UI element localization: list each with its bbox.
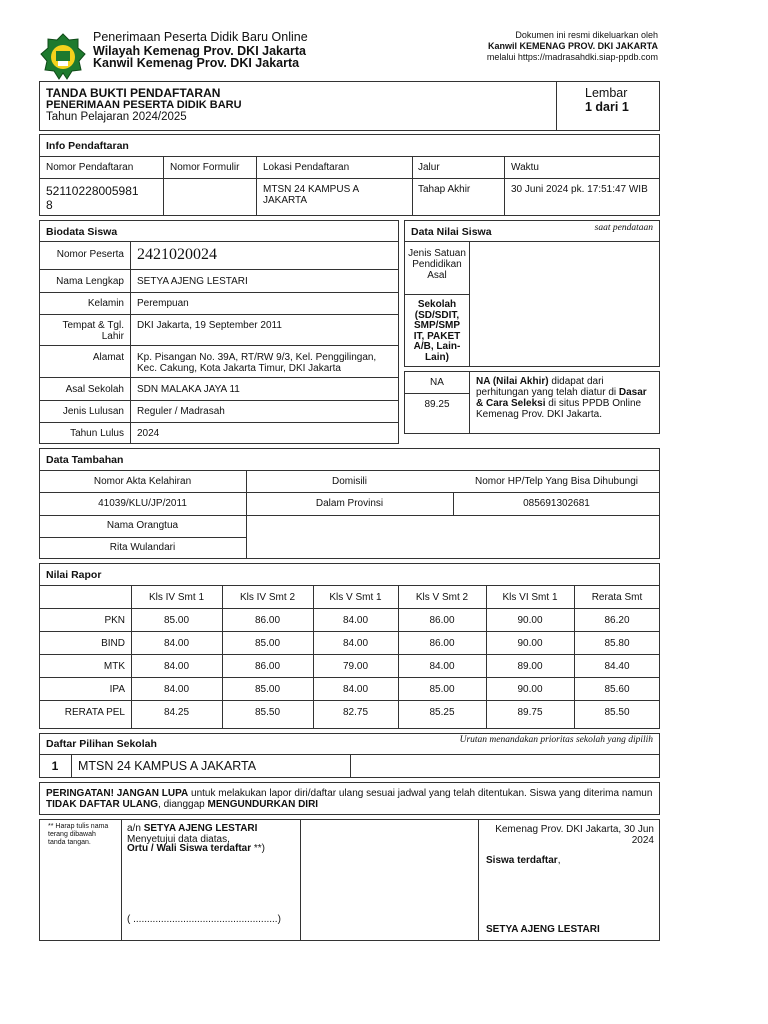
h-akta: Nomor Akta Kelahiran <box>93 476 192 487</box>
sign-an <box>127 823 257 834</box>
sign-setuju: Menyetujui data diatas, <box>127 834 230 845</box>
rapor-value: 84.00 <box>429 661 455 672</box>
lembar-value: 1 dari 1 <box>585 100 629 114</box>
rapor-value: 84.25 <box>163 707 190 718</box>
sign-note: ** Harap tulis nama terang dibawah tanda tangan. <box>48 823 109 846</box>
doc-line2: Kanwil KEMENAG PROV. DKI JAKARTA <box>487 41 658 51</box>
h-waktu: Waktu <box>511 162 539 173</box>
warning-w4: , dianggap <box>158 799 208 810</box>
h-domisili: Domisili <box>332 476 367 487</box>
sign-place-date: Kemenag Prov. DKI Jakarta, 30 Jun 2024 <box>495 824 654 846</box>
jenis-satuan: Jenis Satuan Pendidikan Asal <box>408 248 466 281</box>
rapor-header: Kls IV Smt 1 <box>148 592 204 603</box>
rapor-value: 84.00 <box>163 684 190 695</box>
warning-w2: untuk melakukan lapor diri/daftar ulang sesuai jadwal yang telah ditentukan. Siswa yang diterima namun <box>188 788 653 799</box>
grid-line <box>39 654 660 655</box>
pilihan-note: Urutan menandakan prioritas sekolah yang dipilih <box>459 735 653 745</box>
kemenag-logo <box>38 33 88 81</box>
rapor-value: 86.00 <box>429 615 455 626</box>
rapor-value: 82.75 <box>342 707 369 718</box>
siswa-name: SETYA AJENG LESTARI <box>486 924 600 935</box>
rapor-header: Kls VI Smt 1 <box>502 592 558 603</box>
rapor-subject: IPA <box>109 684 125 695</box>
ttl: DKI Jakarta, 19 September 2011 <box>137 320 282 331</box>
na-t1: NA (Nilai Akhir) <box>476 376 549 387</box>
sign-ortu-label: Ortu / Wali Siswa terdaftar <box>127 843 252 854</box>
sign-ortu <box>127 843 265 854</box>
na-t4: di situs PPDB Online Kemenag Prov. DKI Jakarta. <box>476 398 642 420</box>
rapor-value: 90.00 <box>517 638 543 649</box>
rapor-value: 84.00 <box>342 638 369 649</box>
label-nomor-peserta: Nomor Peserta <box>56 249 124 260</box>
jalur: Tahap Akhir <box>418 184 471 195</box>
h-formulir: Nomor Formulir <box>170 162 240 173</box>
grid-line <box>39 585 660 586</box>
doc-line3: melalui https://madrasahdki.siap-ppdb.com <box>486 52 658 62</box>
domisili: Dalam Provinsi <box>315 498 384 509</box>
rapor-value: 84.00 <box>342 684 369 695</box>
biodata-title: Biodata Siswa <box>46 226 118 238</box>
pilihan-no: 1 <box>51 759 59 773</box>
siswa-terdaftar <box>486 855 560 866</box>
doc-line1: Dokumen ini resmi dikeluarkan oleh <box>515 30 658 40</box>
grid-line <box>39 700 660 701</box>
label-asal: Asal Sekolah <box>65 384 124 395</box>
h-nomor: Nomor Pendaftaran <box>46 162 134 173</box>
label-nama: Nama Lengkap <box>56 276 124 287</box>
sign-an-prefix: a/n <box>127 823 144 834</box>
sign-dots: ( ....................................................) <box>127 914 281 925</box>
sign-ortu-mark: **) <box>251 843 266 854</box>
warning-text <box>46 788 654 810</box>
rapor-value: 79.00 <box>342 661 369 672</box>
nomor-pendaftaran <box>46 184 139 212</box>
header-line3: Kanwil Kemenag Prov. DKI Jakarta <box>93 56 300 70</box>
title-sub: PENERIMAAN PESERTA DIDIK BARU <box>46 99 242 111</box>
h-hp: Nomor HP/Telp Yang Bisa Dihubungi <box>474 476 639 487</box>
warning-w5: MENGUNDURKAN DIRI <box>207 799 319 810</box>
label-lulusan: Jenis Lulusan <box>62 406 124 417</box>
warning-w1: PERINGATAN! JANGAN LUPA <box>46 788 189 799</box>
h-jalur: Jalur <box>418 162 440 173</box>
warning-w3: TIDAK DAFTAR ULANG <box>46 799 159 810</box>
rapor-value: 86.20 <box>604 615 630 626</box>
na-t3: Dasar & Cara Seleksi <box>476 387 647 409</box>
tahun-lulus: 2024 <box>137 428 160 439</box>
pilihan-title: Daftar Pilihan Sekolah <box>46 738 157 750</box>
rapor-subject: MTK <box>103 661 125 672</box>
waktu: 30 Juni 2024 pk. 17:51:47 WIB <box>511 184 648 195</box>
rapor-value: 89.00 <box>517 661 543 672</box>
nama-ortu: Rita Wulandari <box>109 542 176 553</box>
rapor-value: 85.25 <box>429 707 455 718</box>
rapor-value: 84.00 <box>342 615 369 626</box>
tambahan-title: Data Tambahan <box>46 454 124 466</box>
rapor-header: Kls V Smt 2 <box>415 592 469 603</box>
hp: 085691302681 <box>523 498 590 509</box>
nomor-line2: 8 <box>46 198 53 212</box>
doc-issuer <box>438 30 658 63</box>
rapor-header: Rerata Smt <box>591 592 643 603</box>
header-line1: Penerimaan Peserta Didik Baru Online <box>93 30 308 44</box>
rapor-value: 85.80 <box>604 638 630 649</box>
rapor-value: 86.00 <box>429 638 455 649</box>
h-lokasi: Lokasi Pendaftaran <box>263 162 350 173</box>
title-year: Tahun Pelajaran 2024/2025 <box>46 111 187 123</box>
grid-line <box>39 631 660 632</box>
label-tahun: Tahun Lulus <box>70 428 124 439</box>
rapor-subject: RERATA PEL <box>64 707 125 718</box>
jenis-lulusan: Reguler / Madrasah <box>137 406 225 417</box>
nilai-note: saat pendataan <box>594 223 653 233</box>
rapor-value: 86.00 <box>254 661 281 672</box>
na-t2: didapat dari perhitungan yang telah diatur di <box>476 376 619 398</box>
rapor-value: 85.00 <box>163 615 190 626</box>
rapor-header: Kls IV Smt 2 <box>239 592 295 603</box>
na-description <box>476 376 656 420</box>
label-kelamin: Kelamin <box>87 298 124 309</box>
siswa-terdaftar-label: Siswa terdaftar <box>486 855 558 866</box>
na-value: 89.25 <box>424 399 450 410</box>
rapor-value: 84.00 <box>163 661 190 672</box>
label-ttl: Tempat & Tgl. Lahir <box>62 320 124 342</box>
rapor-subject: PKN <box>104 615 125 626</box>
alamat: Kp. Pisangan No. 39A, RT/RW 9/3, Kel. Penggilingan, Kec. Cakung, Kota Jakarta Timur, DKI Jakarta <box>137 352 377 374</box>
rapor-value: 90.00 <box>517 684 543 695</box>
title-main: TANDA BUKTI PENDAFTARAN <box>46 86 221 100</box>
rapor-subject: BIND <box>101 638 125 649</box>
rapor-value: 90.00 <box>517 615 543 626</box>
rapor-title: Nilai Rapor <box>46 569 102 581</box>
rapor-header: Kls V Smt 1 <box>329 592 382 603</box>
rapor-value: 89.75 <box>517 707 543 718</box>
rapor-value: 85.60 <box>604 684 630 695</box>
rapor-value: 85.50 <box>604 707 630 718</box>
asal-sekolah: SDN MALAKA JAYA 11 <box>137 384 240 395</box>
rapor-value: 85.50 <box>254 707 281 718</box>
rapor-value: 84.00 <box>163 638 190 649</box>
rapor-value: 85.00 <box>254 684 281 695</box>
akta: 41039/KLU/JP/2011 <box>98 498 187 509</box>
rapor-value: 86.00 <box>254 615 281 626</box>
lokasi: MTSN 24 KAMPUS A JAKARTA <box>263 184 359 206</box>
rapor-value: 84.40 <box>604 661 630 672</box>
pilihan-sekolah: MTSN 24 KAMPUS A JAKARTA <box>78 759 257 773</box>
grid-line <box>39 677 660 678</box>
label-alamat: Alamat <box>92 352 124 363</box>
info-title: Info Pendaftaran <box>46 140 129 152</box>
h-ortu: Nama Orangtua <box>106 520 179 531</box>
sekolah-label: Sekolah (SD/SDIT, SMP/SMP IT, PAKET A/B, Lain-Lain) <box>413 299 461 363</box>
nomor-line1: 52110228005981 <box>46 184 139 198</box>
nama-lengkap: SETYA AJENG LESTARI <box>137 276 248 287</box>
nilai-title: Data Nilai Siswa <box>411 226 492 238</box>
lembar-label: Lembar <box>585 86 628 100</box>
rapor-value: 85.00 <box>429 684 455 695</box>
kelamin: Perempuan <box>137 298 189 309</box>
header-line2: Wilayah Kemenag Prov. DKI Jakarta <box>93 44 306 58</box>
rapor-value: 85.00 <box>254 638 281 649</box>
grid-line <box>39 608 660 609</box>
nomor-peserta: 2421020024 <box>137 246 217 263</box>
sign-an-name: SETYA AJENG LESTARI <box>143 823 258 834</box>
na-label: NA <box>430 377 444 388</box>
siswa-terdaftar-comma: , <box>557 855 561 866</box>
